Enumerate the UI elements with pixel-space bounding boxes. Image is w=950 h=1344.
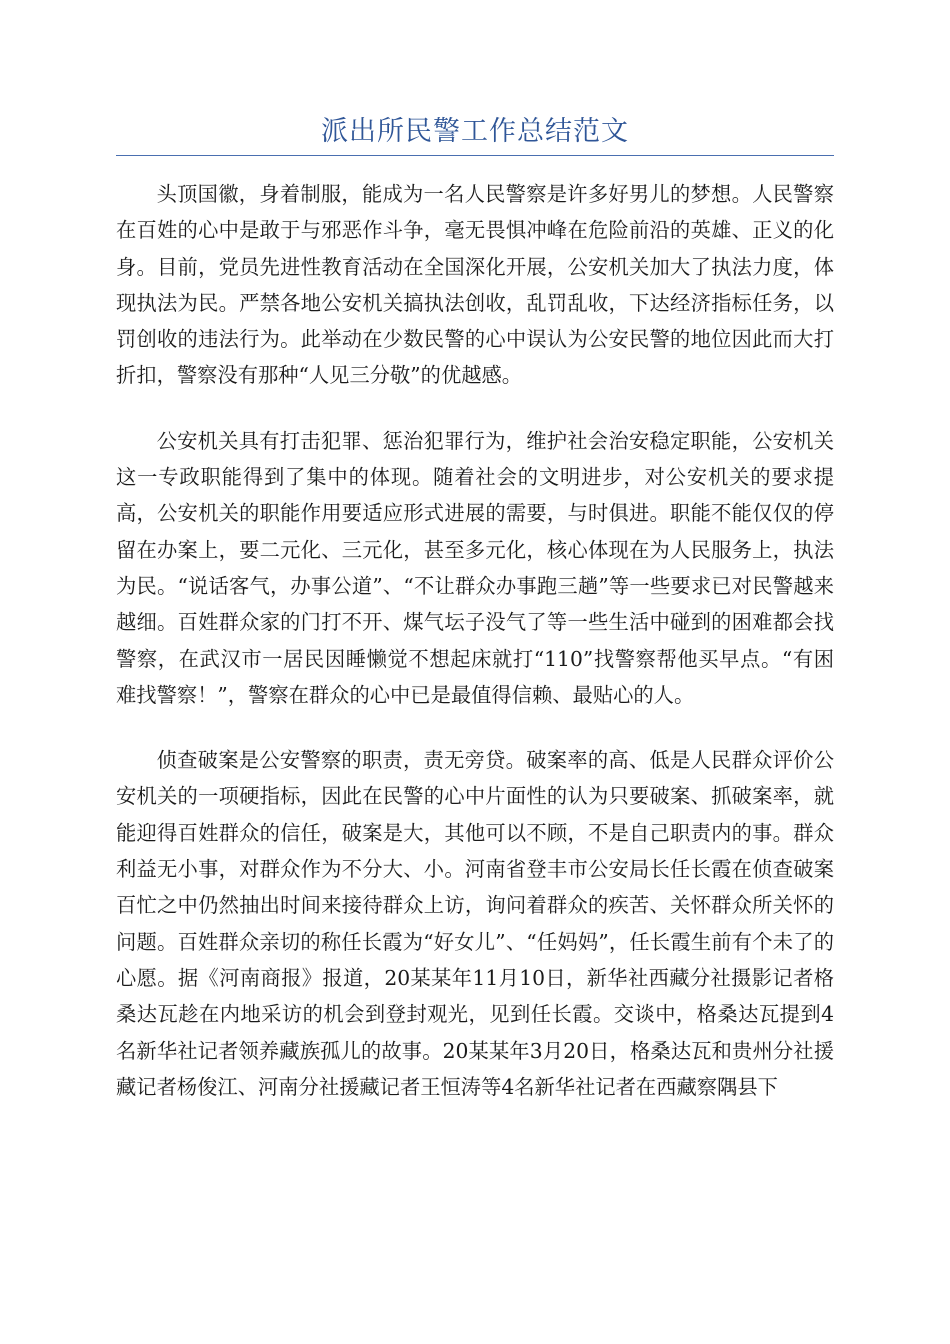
title-underline: [116, 155, 834, 156]
paragraph: 公安机关具有打击犯罪、惩治犯罪行为，维护社会治安稳定职能，公安机关这一专政职能得到了集中的体现。随着社会的文明进步，对公安机关的要求提高，公安机关的职能作用要适应形式进展的需要，与时俱进。职能不能仅仅的停留在办案上，要二元化、三元化，甚至多元化，核心体现在为人民服务上，执法为民。“说话客气，办事公道”、“不让群众办事跑三趟”等一些要求已对民警越来越细。百姓群众家的门打不开、煤气坛子没气了等一些生活中碰到的困难都会找警察，在武汉市一居民因睡懒觉不想起床就打“110”找警察帮他买早点。“有困难找警察！”，警察在群众的心中已是最值得信赖、最贴心的人。: [116, 428, 834, 707]
document-body: [116, 176, 834, 1134]
document-title: 派出所民警工作总结范文: [321, 116, 629, 147]
paragraph: 头顶国徽，身着制服，能成为一名人民警察是许多好男儿的梦想。人民警察在百姓的心中是敢于与邪恶作斗争，毫无畏惧冲峰在危险前沿的英雄、正义的化身。目前，党员先进性教育活动在全国深化开展，公安机关加大了执法力度，体现执法为民。严禁各地公安机关搞执法创收，乱罚乱收，下达经济指标任务，以罚创收的违法行为。此举动在少数民警的心中误认为公安民警的地位因此而大打折扣，警察没有那种“人见三分敬”的优越感。: [116, 182, 834, 388]
paragraph: 侦查破案是公安警察的职责，责无旁贷。破案率的高、低是人民群众评价公安机关的一项硬指标，因此在民警的心中片面性的认为只要破案、抓破案率，就能迎得百姓群众的信任，破案是大，其他可以不顾，不是自己职责内的事。群众利益无小事，对群众作为不分大、小。河南省登丰市公安局长任长霞在侦查破案百忙之中仍然抽出时间来接待群众上访，询问着群众的疾苦、关怀群众所关怀的问题。百姓群众亲切的称任长霞为“好女儿”、“任妈妈”，任长霞生前有个未了的心愿。据《河南商报》报道，20某某年11月10日，新华社西藏分社摄影记者格桑达瓦趁在内地采访的机会到登封观光，见到任长霞。交谈中，格桑达瓦提到4名新华社记者领养藏族孤儿的故事。20某某年3月20日，格桑达瓦和贵州分社援藏记者杨俊江、河南分社援藏记者王恒涛等4名新华社记者在西藏察隅县下: [116, 748, 834, 1099]
